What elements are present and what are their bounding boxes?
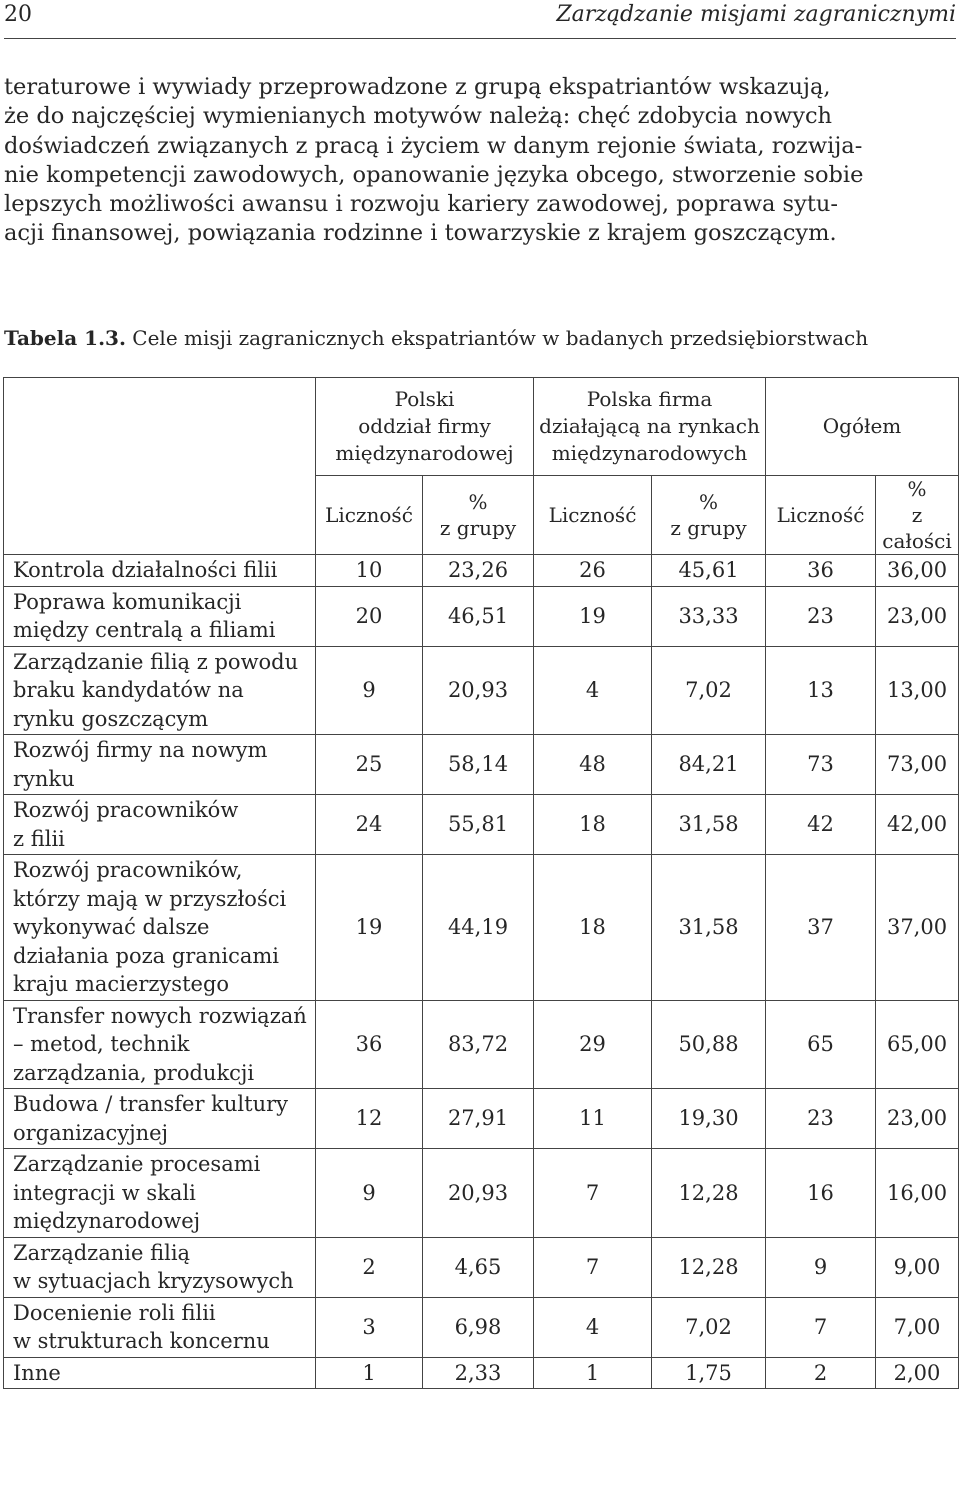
count-column-header [534,476,652,555]
table-cell: 9 [316,646,423,735]
table-cell: 58,14 [423,735,534,795]
row-label [4,646,316,735]
table-cell: 23,00 [876,1089,959,1149]
group-header-line: Polski [394,387,455,411]
table-cell: 9 [766,1237,876,1297]
table-cell: 23,26 [423,555,534,587]
row-label-line: Kontrola działalności filii [13,558,278,582]
row-label [4,1237,316,1297]
table-cell: 18 [534,795,652,855]
table-cell: 23,00 [876,586,959,646]
row-label-line: Inne [13,1360,61,1385]
table-cell: 45,61 [652,555,766,587]
table-cell: 20 [316,586,423,646]
row-label-line: w sytuacjach kryzysowych [13,1269,294,1293]
row-label-line: Rozwój firmy na nowym [13,738,268,762]
row-label-line: – metod, technik [13,1032,190,1056]
column-header-line: z całości [882,503,952,553]
table-cell: 16 [766,1149,876,1238]
body-text-line: nie kompetencji zawodowych, opanowanie języka obcego, stworzenie sobie [4,161,864,188]
table-cell: 10 [316,555,423,587]
percent-column-header [876,476,959,555]
table-container [3,377,958,1389]
table-cell: 36 [766,555,876,587]
row-label-line: Poprawa komunikacji [13,589,242,614]
table-cell: 12,28 [652,1149,766,1238]
table-cell: 20,93 [423,646,534,735]
table-row [4,855,959,1001]
table-cell: 19 [316,855,423,1001]
row-label [4,1000,316,1089]
table-caption-text: Cele misji zagranicznych ekspatriantów w badanych przedsiębiorstwach [132,326,869,350]
row-label-header [4,378,316,555]
table-cell: 42 [766,795,876,855]
row-label-line: którzy mają w przyszłości [13,886,287,911]
header-rule [4,38,956,39]
table-cell: 73,00 [876,735,959,795]
table-cell: 65,00 [876,1000,959,1089]
table-cell: 4 [534,1297,652,1357]
group-header-line: międzynarodowych [551,441,748,465]
table-cell: 55,81 [423,795,534,855]
table-caption-label: Tabela 1.3. [4,326,126,350]
row-label-line: między centralą a filiami [13,618,276,642]
table-cell: 26 [534,555,652,587]
row-label [4,1357,316,1389]
table-cell: 36 [316,1000,423,1089]
column-header-line: Liczność [325,503,413,527]
table-cell: 1,75 [652,1357,766,1389]
table-cell: 24 [316,795,423,855]
table-cell: 84,21 [652,735,766,795]
row-label-line: rynku goszczącym [13,706,209,731]
group-header-total [766,378,959,476]
table-cell: 1 [534,1357,652,1389]
group-header-line: oddział firmy [358,414,491,438]
table-cell: 83,72 [423,1000,534,1089]
table-cell: 9 [316,1149,423,1238]
row-label [4,1089,316,1149]
table-cell: 7 [534,1149,652,1238]
table-cell: 12 [316,1089,423,1149]
table-cell: 18 [534,855,652,1001]
column-header-line: % [907,477,927,501]
percent-column-header [652,476,766,555]
body-text-line: doświadczeń związanych z pracą i życiem w danym rejonie świata, rozwija- [4,132,863,159]
table-cell: 42,00 [876,795,959,855]
row-label-line: Docenienie roli filii [13,1300,216,1325]
row-label-line: Zarządzanie filią [13,1240,191,1265]
table-cell: 23 [766,586,876,646]
row-label-line: zarządzania, produkcji [13,1060,255,1085]
table-cell: 46,51 [423,586,534,646]
row-label [4,1297,316,1357]
table-cell: 2,00 [876,1357,959,1389]
table-cell: 36,00 [876,555,959,587]
table-cell: 27,91 [423,1089,534,1149]
table-cell: 11 [534,1089,652,1149]
table-cell: 31,58 [652,795,766,855]
table-cell: 9,00 [876,1237,959,1297]
row-label-line: kraju macierzystego [13,972,230,996]
row-label-line: Rozwój pracowników [13,798,239,822]
body-text-line: teraturowe i wywiady przeprowadzone z grupą ekspatriantów wskazują, [4,74,831,100]
table-cell: 7 [766,1297,876,1357]
table-cell: 19,30 [652,1089,766,1149]
row-label-line: Rozwój pracowników, [13,858,243,882]
row-label-line: braku kandydatów na [13,678,244,702]
column-header-line: Liczność [776,503,865,527]
table-cell: 23 [766,1089,876,1149]
column-header-line: % [699,490,719,514]
count-column-header [766,476,876,555]
table-cell: 37 [766,855,876,1001]
table-row [4,1089,959,1149]
row-label [4,1149,316,1238]
row-label-line: organizacyjnej [13,1120,169,1145]
table-cell: 65 [766,1000,876,1089]
table-row [4,1149,959,1238]
table-cell: 16,00 [876,1149,959,1238]
table-row [4,735,959,795]
table-cell: 73 [766,735,876,795]
table-cell: 13 [766,646,876,735]
row-label-line: Zarządzanie filią z powodu [13,649,299,674]
column-header-line: z grupy [670,516,747,540]
body-text-line: że do najczęściej wymienianych motywów należą: chęć zdobycia nowych [4,103,833,130]
group-header-polish-firm [534,378,766,476]
table-caption [4,326,868,350]
goals-table [3,377,959,1389]
table-cell: 7 [534,1237,652,1297]
table-cell: 31,58 [652,855,766,1001]
table-cell: 6,98 [423,1297,534,1357]
table-cell: 4 [534,646,652,735]
body-text-line: lepszych możliwości awansu i rozwoju kariery zawodowej, poprawa sytu- [4,191,838,218]
count-column-header [316,476,423,555]
table-cell: 12,28 [652,1237,766,1297]
body-text-line: acji finansowej, powiązania rodzinne i towarzyskie z krajem goszczącym. [4,220,837,247]
table-cell: 33,33 [652,586,766,646]
group-header-line: międzynarodowej [335,441,514,465]
table-cell: 25 [316,735,423,795]
table-cell: 7,02 [652,646,766,735]
group-header-line: Ogółem [822,414,902,438]
group-header-line: działającą na rynkach [539,414,760,438]
row-label-line: Transfer nowych rozwiązań [13,1003,307,1028]
table-row [4,646,959,735]
table-cell: 7,02 [652,1297,766,1357]
table-cell: 7,00 [876,1297,959,1357]
column-header-line: z grupy [439,516,517,540]
table-row [4,1000,959,1089]
table-cell: 1 [316,1357,423,1389]
page-number: 20 [4,2,32,27]
table-row [4,795,959,855]
table-cell: 2,33 [423,1357,534,1389]
table-row [4,1297,959,1357]
row-label-line: wykonywać dalsze [13,915,210,939]
table-cell: 2 [316,1237,423,1297]
table-row [4,1237,959,1297]
row-label-line: Zarządzanie procesami [13,1152,261,1176]
column-header-line: Liczność [548,503,637,527]
table-cell: 50,88 [652,1000,766,1089]
group-header-line: Polska firma [586,387,713,411]
table-row [4,586,959,646]
table-cell: 3 [316,1297,423,1357]
table-cell: 4,65 [423,1237,534,1297]
table-row [4,1357,959,1389]
body-paragraph [4,73,956,249]
row-label [4,555,316,587]
table-cell: 19 [534,586,652,646]
row-label-line: działania poza granicami [13,943,280,968]
group-header-row [4,378,959,476]
row-label-line: z filii [13,826,65,851]
row-label-line: w strukturach koncernu [13,1329,270,1353]
running-head: Zarządzanie misjami zagranicznymi [556,2,956,27]
table-cell: 2 [766,1357,876,1389]
table-cell: 48 [534,735,652,795]
percent-column-header [423,476,534,555]
row-label [4,586,316,646]
row-label-line: międzynarodowej [13,1209,201,1233]
table-cell: 29 [534,1000,652,1089]
group-header-polish-branch [316,378,534,476]
row-label [4,855,316,1001]
row-label [4,795,316,855]
table-cell: 13,00 [876,646,959,735]
table-row [4,555,959,587]
table-cell: 37,00 [876,855,959,1001]
row-label-line: rynku [13,766,75,791]
column-header-line: % [468,490,488,514]
table-cell: 44,19 [423,855,534,1001]
row-label [4,735,316,795]
table-cell: 20,93 [423,1149,534,1238]
row-label-line: integracji w skali [13,1180,196,1205]
row-label-line: Budowa / transfer kultury [13,1092,289,1116]
